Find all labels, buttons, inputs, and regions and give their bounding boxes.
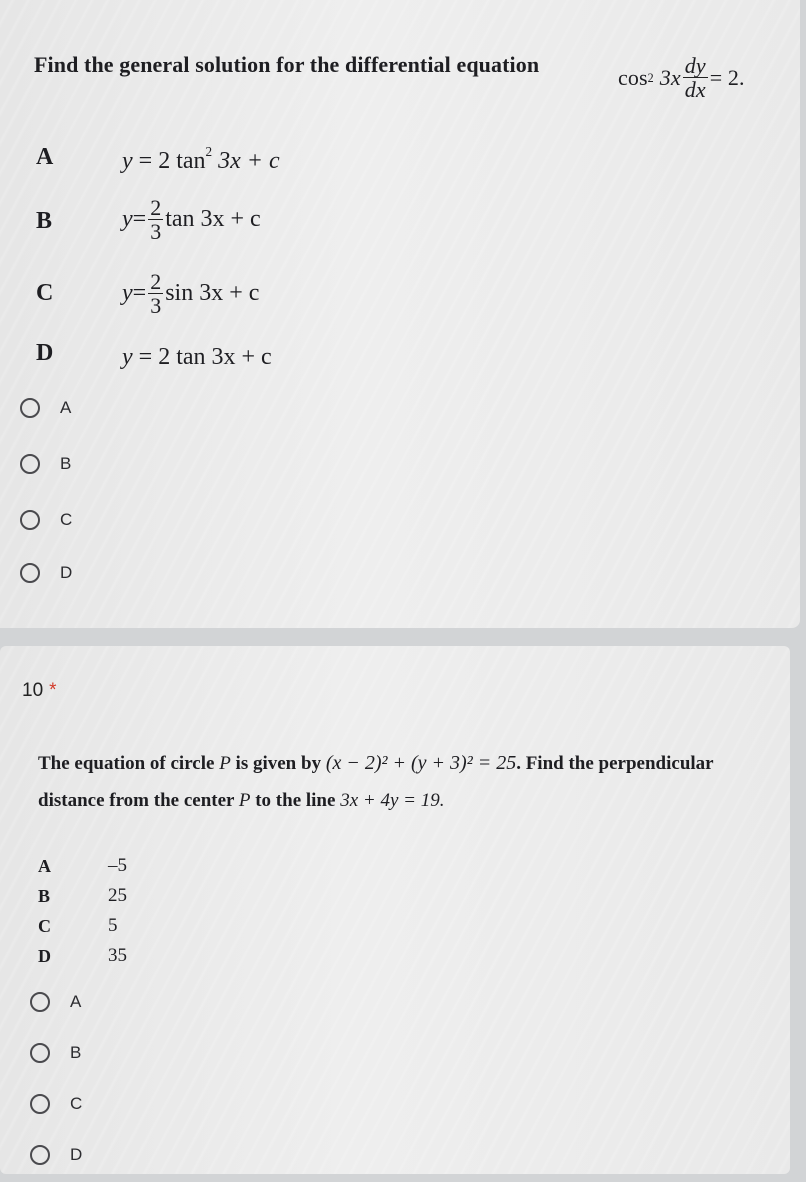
- q2-option-value-d: 35: [108, 945, 127, 966]
- opt-c-den: 3: [150, 293, 162, 319]
- q2-option-letter-c: C: [38, 916, 51, 936]
- q2-var-p: P: [219, 753, 231, 774]
- q2-var-p2: P: [238, 790, 251, 811]
- question-card-2: [0, 646, 790, 1174]
- q2-option-value-c: 5: [108, 915, 118, 936]
- option-d-expression: [122, 344, 272, 371]
- q2-choice-c[interactable]: [30, 1094, 82, 1114]
- choice-label: A: [60, 398, 72, 417]
- option-c-expression: [122, 270, 259, 317]
- option-letter-d: D: [36, 340, 54, 366]
- q2-choice-a[interactable]: [30, 992, 81, 1012]
- eq-arg: 3x: [659, 64, 681, 90]
- opt-a-var: y: [122, 148, 133, 174]
- opt-d-tail: = 2 tan 3x + c: [132, 344, 272, 370]
- q2-option-letter-b: B: [38, 886, 51, 906]
- radio-circle-icon[interactable]: [20, 454, 40, 474]
- opt-b-tail: tan 3x + c: [165, 206, 261, 233]
- choice-label: C: [60, 510, 73, 529]
- q2-option-letter-a: A: [38, 856, 51, 876]
- q2-option-value-b: 25: [108, 885, 127, 906]
- radio-circle-icon[interactable]: [20, 510, 40, 530]
- opt-a-part: = 2 tan: [132, 148, 206, 174]
- opt-c-var: y: [122, 280, 133, 307]
- eq-fn: cos: [618, 64, 648, 90]
- q2-text-a: The equation of circle: [38, 753, 220, 774]
- q1-choice-b[interactable]: [20, 454, 71, 474]
- question-number: [22, 680, 57, 702]
- option-letter-c: C: [36, 280, 54, 306]
- opt-c-tail: sin 3x + c: [165, 280, 260, 307]
- q2-text-b: is given by: [230, 753, 326, 774]
- question-2-line-2: [38, 790, 444, 812]
- q1-choice-c[interactable]: [20, 510, 72, 530]
- radio-circle-icon[interactable]: [30, 992, 50, 1012]
- question-number-value: 10: [22, 680, 44, 701]
- choice-label: B: [70, 1043, 82, 1062]
- choice-label: A: [70, 992, 82, 1011]
- choice-label: B: [60, 454, 72, 473]
- q2-choice-b[interactable]: [30, 1043, 81, 1063]
- opt-c-eq: =: [132, 280, 147, 307]
- q2-option-letter-d: D: [38, 946, 51, 966]
- eq-den: dx: [684, 77, 706, 103]
- radio-circle-icon[interactable]: [30, 1145, 50, 1165]
- radio-circle-icon[interactable]: [20, 563, 40, 583]
- radio-circle-icon[interactable]: [30, 1043, 50, 1063]
- q1-choice-d[interactable]: [20, 563, 72, 583]
- q2-text-e: to the line: [250, 790, 341, 811]
- question-2-line-1: [38, 752, 714, 775]
- q2-choice-d[interactable]: [30, 1145, 82, 1165]
- option-letter-b: B: [36, 208, 53, 234]
- opt-b-num: 2: [150, 195, 162, 220]
- q2-option-value-a: –5: [108, 855, 127, 876]
- opt-b-fraction: [148, 196, 163, 243]
- q2-text-c: . Find the perpendicular: [516, 753, 714, 774]
- option-letter-a: A: [36, 144, 54, 170]
- eq-rhs: = 2.: [709, 64, 745, 90]
- question-1-text: Find the general solution for the differential equation: [34, 52, 540, 77]
- eq-derivative: [683, 54, 708, 101]
- required-asterisk: *: [49, 680, 57, 701]
- question-1-equation: cos 2 3x $\frac{dy}{dx}$ = 2.: [618, 53, 745, 103]
- opt-a-power: 2: [205, 144, 213, 160]
- choice-label: D: [60, 563, 73, 582]
- opt-d-var: y: [122, 344, 133, 370]
- choice-label: D: [70, 1145, 83, 1164]
- radio-circle-icon[interactable]: [30, 1094, 50, 1114]
- q2-line-equation: 3x + 4y = 19.: [340, 790, 445, 811]
- q1-choice-a[interactable]: [20, 398, 71, 418]
- question-1-prompt: [34, 52, 539, 78]
- choice-label: C: [70, 1094, 83, 1113]
- option-b-expression: [122, 196, 261, 243]
- opt-b-eq: =: [132, 206, 147, 233]
- opt-c-fraction: [148, 270, 163, 317]
- radio-circle-icon[interactable]: [20, 398, 40, 418]
- q2-text-d: distance from the center: [38, 790, 239, 811]
- opt-b-den: 3: [150, 219, 162, 245]
- opt-a-tail: 3x + c: [212, 148, 280, 174]
- opt-b-var: y: [122, 206, 133, 233]
- q2-circle-equation: (x − 2)² + (y + 3)² = 25: [325, 752, 517, 774]
- eq-num: dy: [684, 53, 706, 78]
- option-a-expression: [122, 144, 280, 175]
- opt-c-num: 2: [150, 269, 162, 294]
